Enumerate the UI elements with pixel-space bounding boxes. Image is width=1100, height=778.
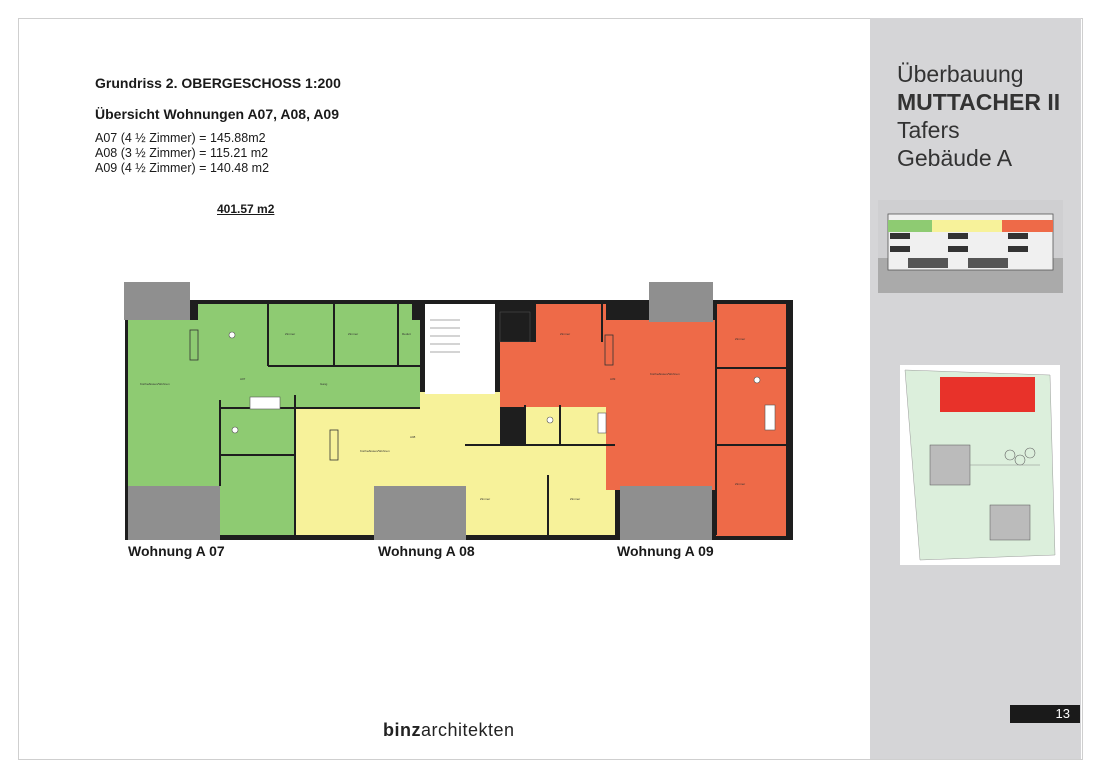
page-number: 13 (1010, 705, 1080, 723)
area-a09: A09 (4 ½ Zimmer) = 140.48 m2 (95, 161, 270, 175)
brand-logo: binzarchitekten (383, 720, 515, 740)
svg-text:Zimmer: Zimmer (348, 332, 359, 336)
area-total: 401.57 m2 (217, 202, 275, 216)
svg-text:Küche/Essen/Wohnen: Küche/Essen/Wohnen (650, 372, 680, 376)
project-line1: Überbauung (897, 61, 1024, 87)
svg-text:Zimmer: Zimmer (570, 497, 581, 501)
svg-text:Zimmer: Zimmer (735, 337, 746, 341)
elevation-thumbnail (878, 200, 1063, 293)
svg-text:Gang: Gang (320, 382, 328, 386)
svg-text:A09: A09 (610, 377, 616, 381)
svg-text:A08: A08 (410, 435, 416, 439)
svg-text:Zimmer: Zimmer (480, 497, 491, 501)
svg-text:Zimmer: Zimmer (560, 332, 571, 336)
project-line3: Tafers (897, 117, 960, 143)
area-a08: A08 (3 ½ Zimmer) = 115.21 m2 (95, 146, 269, 160)
svg-text:Küche/Essen/Wohnen: Küche/Essen/Wohnen (140, 382, 170, 386)
area-list (95, 131, 269, 176)
stair-core (425, 304, 495, 394)
svg-text:Reduit: Reduit (402, 332, 411, 336)
svg-text:A07: A07 (240, 377, 246, 381)
unit-label-a07: Wohnung A 07 (128, 543, 225, 559)
svg-text:Küche/Essen/Wohnen: Küche/Essen/Wohnen (360, 449, 390, 453)
svg-text:Zimmer: Zimmer (735, 482, 746, 486)
unit-label-a08: Wohnung A 08 (378, 543, 475, 559)
area-a07: A07 (4 ½ Zimmer) = 145.88m2 (95, 131, 266, 145)
floor-plan (120, 280, 800, 542)
project-title (897, 60, 1060, 172)
svg-text:Zimmer: Zimmer (285, 332, 296, 336)
project-line2: MUTTACHER II (897, 89, 1061, 115)
project-line4: Gebäude A (897, 145, 1013, 171)
unit-label-a09: Wohnung A 09 (617, 543, 714, 559)
plan-title: Grundriss 2. OBERGESCHOSS 1:200 (95, 75, 341, 91)
plan-subtitle: Übersicht Wohnungen A07, A08, A09 (95, 106, 340, 122)
site-plan-thumbnail (900, 365, 1060, 565)
